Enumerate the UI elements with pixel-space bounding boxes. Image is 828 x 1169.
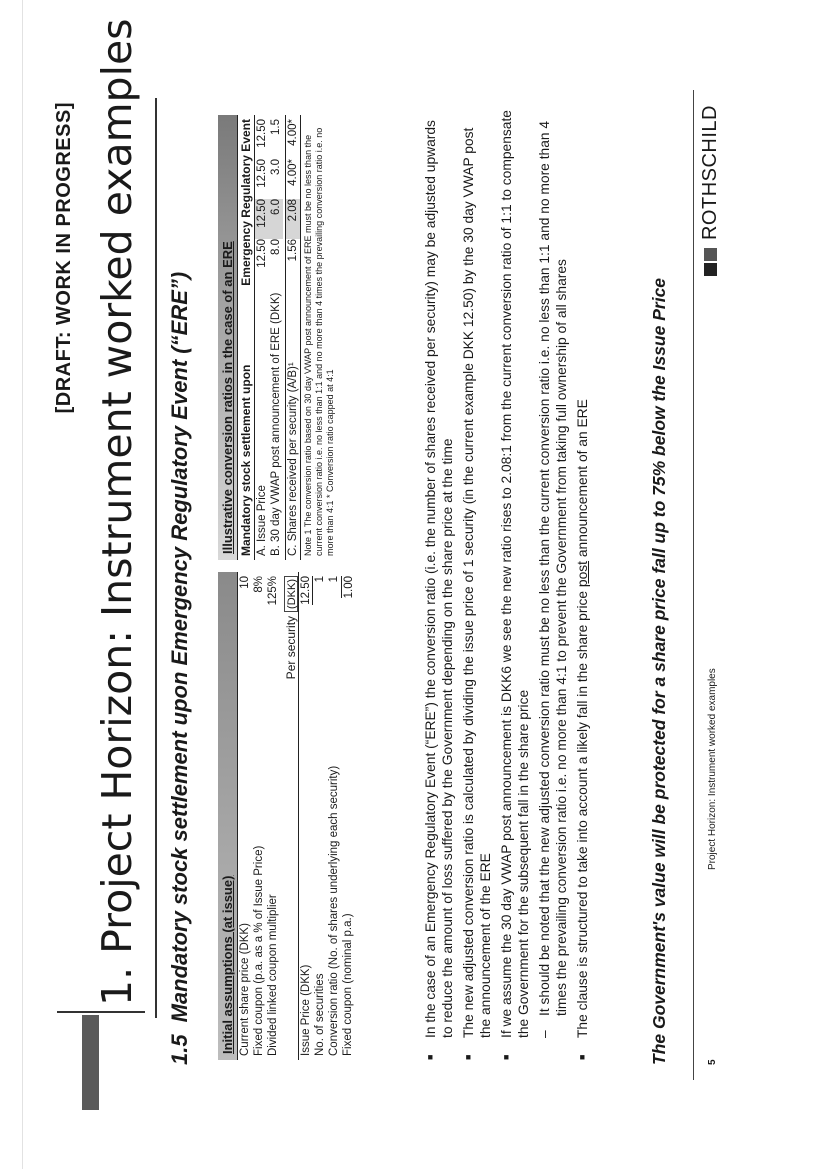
row-value: 12.50 [300,576,312,605]
ere-conversion-table [218,115,338,560]
section-title: Mandatory stock settlement upon Emergency Regulatory Event (“ERE”) [167,271,192,1023]
shares-row [285,115,301,560]
cell: 1.5 [270,119,282,135]
footer-text: Project Horizon: Instrument worked examples [707,668,718,870]
cell: 12.50 [255,199,269,239]
sub-list-item [536,110,570,1038]
cell: 8.0 [270,239,282,255]
slide [45,18,765,1120]
row-label: Issue Price (DKK) [300,964,312,1056]
cell: 4.00* [287,119,299,146]
dash-bullet-icon: – [537,1030,552,1038]
cell: 1.56 [287,239,299,262]
cell: 12.50 [256,119,268,148]
title-divider [57,1011,145,1013]
row-label: C. Shares received per security (A/B)¹ [287,362,299,556]
bullet-list [422,110,595,1060]
cell: 2.08 [286,199,300,239]
row-label: Fixed coupon (nominal p.a.) [342,913,354,1056]
row-label: Current share price (DKK) [239,923,251,1056]
table-note: Note 1 The conversion ratio based on 30 day VWAP post announcement of ERE must be no less than the current conversion ratio i.e. no less than 1:1 and no more than 4 times the prevailing conversion ratio i.e. no more than 4:1 * Conversion ratio capped at 4:1 [303,127,335,556]
row-label: Divided linked coupon multiplier [267,894,279,1056]
row-value: 1.00 [343,576,355,599]
section-subtitle [167,272,193,1065]
conclusion-text: The Government's value will be protected for a share price fall up to 75% below the Issue Price [649,277,669,1065]
row-label: A. Issue Price [256,485,268,556]
table-row [255,115,269,560]
page-number: 5 [707,1059,718,1065]
row-label: B. 30 day VWAP post announcement of ERE (DKK) [270,292,282,556]
per-security-header [284,572,298,1060]
list-item [574,110,591,1060]
brand-logo [699,105,722,276]
ere-table-subheading [238,115,255,560]
square-bullet-icon: ■ [425,1054,435,1060]
rothschild-logo-icon [704,246,717,276]
brand-name: ROTHSCHILD [699,105,721,241]
table-row [269,115,283,560]
assumptions-table [218,572,355,1060]
square-bullet-icon: ■ [577,1054,587,1060]
table-row [238,572,252,1060]
per-security-label: Per security [284,615,298,680]
draft-label: [DRAFT: WORK IN PROGRESS] [53,102,75,414]
row-label: Conversion ratio (No. of shares underlying each security) [328,765,340,1056]
row-value: 1 [328,576,340,583]
bullet-text: It should be noted that the new adjusted conversion ratio must be no less than the current conversion ratio i.e. no less than 1:1 and no more than 4 times the prevailing conversion ratio i.e. no more than 4:1 to prevent the Government from taking full ownership of all shares [537,120,569,1016]
section-number: 1.5 [167,1034,192,1065]
bullet-text: The clause is structured to take into account a likely fall in the share price post announcement of an ERE [575,399,590,1038]
list-item [498,110,532,1060]
cell: 4.00* [287,159,299,186]
cell: 3.0 [270,159,282,175]
subheading-right: Emergency Regulatory Event [239,119,253,286]
row-value: 1 [314,576,326,583]
table-row [266,572,280,1060]
row-label: No. of securities [314,973,326,1056]
per-security-unit: (DKK) [284,576,298,612]
footer-rule [693,90,694,1080]
page-title: 1. Project Horizon: Instrument worked examples [93,18,141,1006]
assumptions-heading: Initial assumptions (at issue) [218,572,238,1060]
square-bullet-icon: ■ [463,1054,473,1060]
underlined-word: post [575,560,590,588]
bullet-text: In the case of an Emergency Regulatory Event (“ERE”) the conversion ratio (i.e. the number of shares received per security) may be adjusted upwards to reduce the amount of loss suffered by the Government depending on the share price at the time [423,120,455,1038]
ere-table-heading: Illustrative conversion ratios in the case of an ERE [218,115,238,560]
table-row [298,572,313,1060]
table-row [252,572,266,1060]
square-bullet-icon: ■ [501,1054,511,1060]
row-value: 10 [239,576,251,589]
bullet-text: The new adjusted conversion ratio is calculated by dividing the issue price of 1 security (in the current example DKK 12.50) by the 30 day VWAP post the announcement of the ERE [461,127,493,1038]
cell: 12.50 [256,159,268,188]
table-row [313,572,327,1060]
list-item [460,110,494,1060]
row-value: 8% [253,576,265,593]
table-row [341,572,355,1060]
row-value: 125% [267,576,279,606]
title-underline [155,98,157,1018]
row-label: Fixed coupon (p.a. as a % of Issue Price) [253,845,265,1056]
cell: 12.50 [256,239,268,268]
list-item [422,110,456,1060]
subheading-left: Mandatory stock settlement upon [239,364,253,556]
title-accent-bar [82,1015,99,1110]
table-row [327,572,341,1060]
bullet-text: If we assume the 30 day VWAP post announcement is DKK6 we see the new ratio rises to 2.08:1 from the current conversion ratio of 1:1 to compensate the Government for the subsequent fall in the share price [499,110,531,1038]
cell: 6.0 [269,199,283,239]
